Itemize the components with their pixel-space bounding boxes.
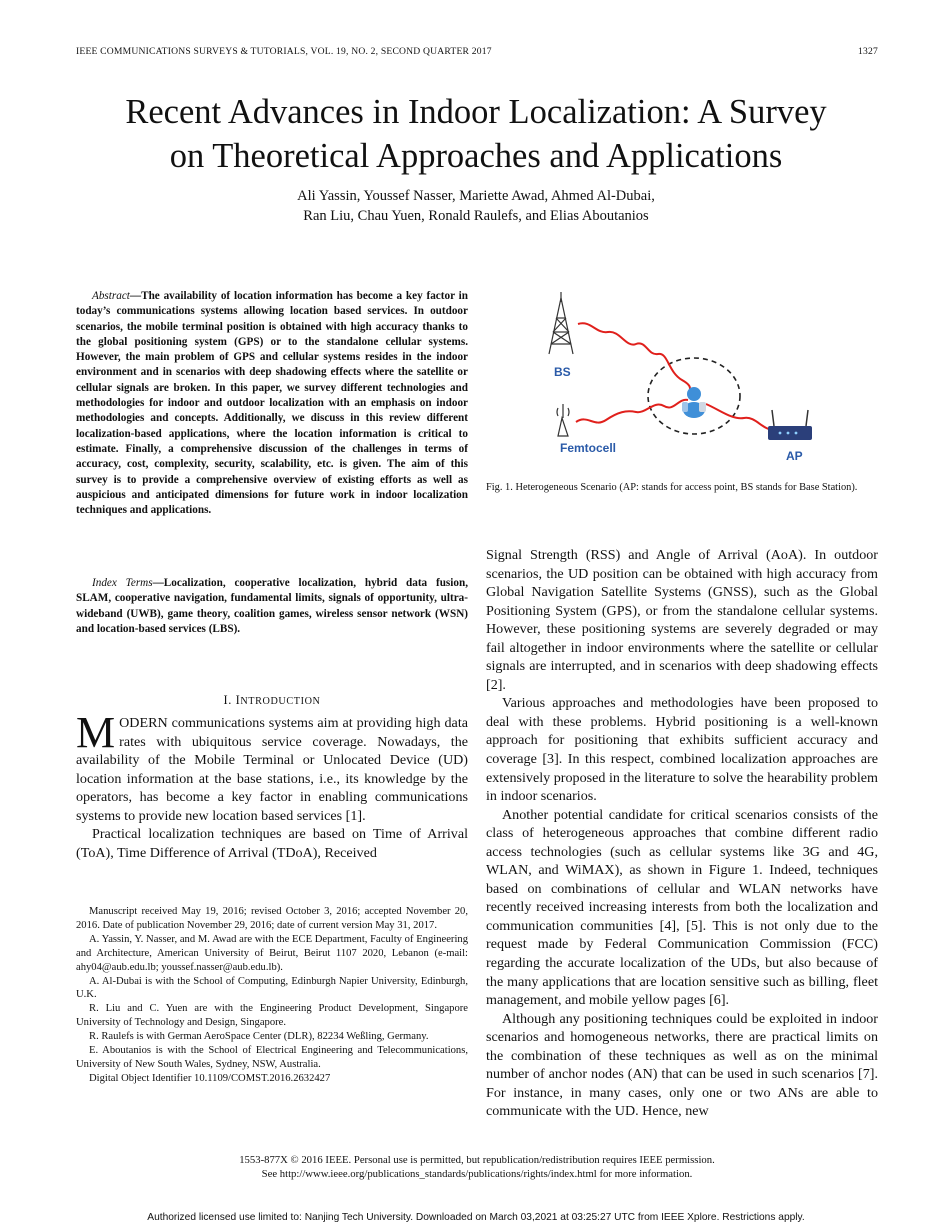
index-terms-text: —Localization, cooperative localization, hybrid data fusion, SLAM, cooperative navigation, fundamental limits, signals of opportunity, ultra-wideband (UWB), game theory, coalition games, wireless sensor network (WSN) and location-based services (LBS). [76,577,468,635]
section-title-first: I [235,693,241,707]
authors-line-1: Ali Yassin, Youssef Nasser, Mariette Awad, Ahmed Al-Dubai, [297,188,655,204]
section-title-rest: NTRODUCTION [240,696,321,707]
running-head [76,46,878,57]
abstract-label: Abstract [92,290,130,302]
author-list [40,186,912,226]
footnote-affiliation-3: R. Liu and C. Yuen are with the Engineering Product Development, Singapore University of Technology and Design, Singapore. [76,1003,468,1029]
user-device-icon [682,387,706,418]
page-number: 1327 [858,46,878,57]
intro-paragraph-2: Practical localization techniques are based on Time of Arrival (ToA), Time Difference of Arrival (TDoA), Received [76,826,468,861]
footnote-doi: Digital Object Identifier 10.1109/COMST.2016.2632427 [89,1072,331,1084]
copyright-line-2: See http://www.ieee.org/publications_standards/publications/rights/index.html for more information. [261,1168,693,1180]
right-paragraph-2: Various approaches and methodologies have been proposed to deal with these problems. Hybrid positioning is a well-known approach for positioning that exhibits sufficient accuracy and coverage [3]. In this respect, combined localization approaches are extensively proposed in the literature to solve the hearability problem in indoor scenarios. [486,695,878,805]
femtocell-icon [557,404,569,436]
index-terms [76,576,468,637]
abstract [76,289,468,518]
copyright-notice [76,1153,878,1181]
bs-signal-wave [578,323,692,392]
abstract-text: —The availability of location information has become a key factor in today’s communications systems allowing location based services. In outdoor scenarios, the mobile terminal position is obtained with high accuracy thanks to the global positioning system (GPS) or to the standalone cellular systems. However, the main problem of GPS and cellular systems resides in the indoor environment and in scenarios with deep shadowing effects where the satellite or cellular signals are broken. In this paper, we survey different technologies and methodologies for indoor and outdoor localization with an emphasis on indoor methodologies and concepts. Additionally, we discuss in this review different localization-based applications, where the location information is critical to estimate. Finally, a comprehensive discussion of the challenges in terms of accuracy, cost, complexity, security, scalability, etc. is given. The aim of this survey is to provide a comprehensive overview of existing efforts as well as auspicious and anticipated dimensions for future work in indoor localization techniques and applications. [76,290,468,517]
right-paragraph-1: Signal Strength (RSS) and Angle of Arrival (AoA). In outdoor scenarios, the UD position can be obtained with high accuracy from Global Navigation Satellite Systems (GNSS), such as the Global Positioning System (GPS), or from the standalone cellular systems. However, these positioning systems are severely degraded or may fail altogether in indoor environments where the satellite or cellular signals are interrupted, and in scenarios with deep shadowing effects [2]. [486,547,878,693]
figure-heterogeneous-scenario [536,290,846,466]
intro-right-column [486,546,878,1121]
footnote-affiliation-1: A. Yassin, Y. Nasser, and M. Awad are with the ECE Department, Faculty of Engineering and Architecture, American University of Beirut, Beirut 1107 2020, Lebanon (e-mail: ahy04@aub.edu.lb; youssef.nasser@aub.edu.lb). [76,933,468,973]
section-number: I. [223,693,232,707]
index-terms-label: Index Terms [92,577,153,589]
intro-p1-text: ODERN communications systems aim at providing high data rates with ubiquitous service coverage. Nowadays, the availability of the Mobile Terminal or Unlocated Device (UD) location information at the base stations, i.e., its knowledge by the operators, has become a key factor in enabling communications systems to provide new location based services [1]. [76,715,468,824]
paper-title [40,90,912,178]
intro-paragraph-1 [76,708,468,825]
footnote-affiliation-2: A. Al-Dubai is with the School of Computing, Edinburgh Napier University, Edinburgh, U.K. [76,975,468,1001]
footnote-affiliation-5: E. Aboutanios is with the School of Electrical Engineering and Telecommunications, University of New South Wales, Sydney, NSW, Australia. [76,1045,468,1070]
intro-left-column [76,708,468,862]
figure-caption: Fig. 1. Heterogeneous Scenario (AP: stands for access point, BS stands for Base Station). [486,482,858,493]
right-paragraph-3: Another potential candidate for critical scenarios consists of the class of heterogeneous approaches that combine different radio access technologies (such as cellular systems like 3G and 4G, WLAN, and WiMAX), as shown in Figure 1. Indeed, techniques based on combinations of cellular and WLAN networks have recently received increasing interests from both the localization and communication communities [4], [5]. This is not only due to the request made by Federal Communication Commission (FCC) regarding the accurate localization of the UDs, but also because of the many applications that are location sensitive such as billing, fleet management, and mobile yellow pages [6]. [486,806,878,1009]
ap-router-icon [768,410,812,440]
authorized-use-notice: Authorized licensed use limited to: Nanjing Tech University. Downloaded on March 03,2021 at 03:25:27 UTC from IEEE Xplore. Restrictions apply. [147,1212,805,1223]
femtocell-signal-wave [576,400,688,423]
label-femtocell: Femtocell [560,441,617,455]
right-paragraph-4: Although any positioning techniques could be exploited in indoor scenarios and homogeneous networks, there are practical limits on the combination of these techniques as well as on the minimal number of anchor nodes (AN) that can be used in such scenarios [7]. For instance, in many cases, only one or two ANs are able to communicate with the UD. Hence, new [486,1010,878,1120]
title-line-2: on Theoretical Approaches and Applications [169,137,783,175]
copyright-line-1: 1553-877X © 2016 IEEE. Personal use is permitted, but republication/redistribution requires IEEE permission. [239,1154,715,1166]
drop-cap: M [76,708,116,757]
section-heading-introduction [76,693,468,708]
footnote-manuscript: Manuscript received May 19, 2016; revised October 3, 2016; accepted November 20, 2016. Date of publication November 29, 2016; date of current version May 31, 2017. [76,906,468,931]
authors-line-2: Ran Liu, Chau Yuen, Ronald Raulefs, and Elias Aboutanios [303,208,649,224]
label-ap: AP [786,449,803,463]
bs-tower-icon [549,292,573,354]
footnotes [76,905,468,1086]
journal-name: IEEE COMMUNICATIONS SURVEYS & TUTORIALS, VOL. 19, NO. 2, SECOND QUARTER 2017 [76,46,492,57]
title-line-1: Recent Advances in Indoor Localization: A Survey [125,93,827,131]
label-bs: BS [554,365,571,379]
footnote-affiliation-4: R. Raulefs is with German AeroSpace Center (DLR), 82234 Weßling, Germany. [89,1031,429,1043]
figure-illustration [536,290,846,466]
